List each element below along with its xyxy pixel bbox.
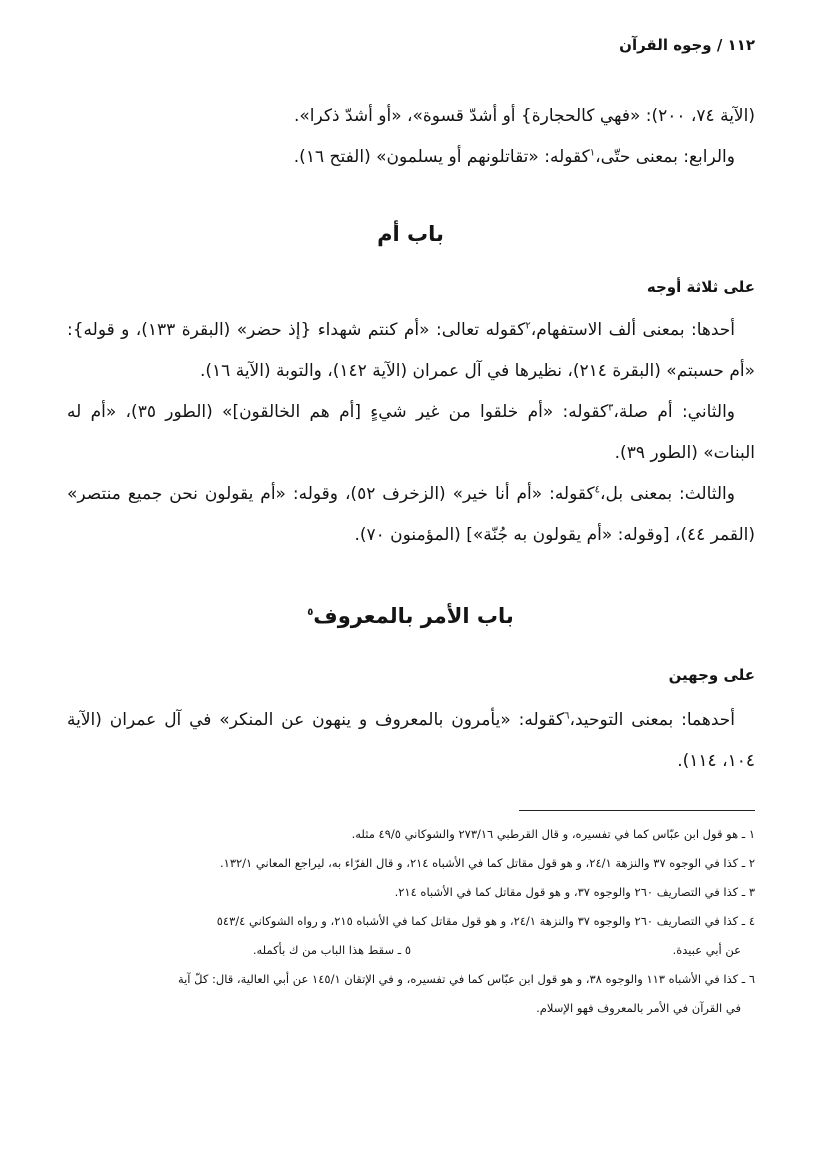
footnote-6-continuation: في القرآن في الأمر بالمعروف فهو الإسلام. [536,1001,741,1015]
paragraph-am-2: والثاني: أم صلة،$^٣$كقوله: «أم خلقوا من غير شيءٍ [أم هم الخالقون]» (الطور ٣٥)، «أم له البنات» (الطور ٣٩). [67,402,755,463]
footnote-ref-3: ٣ [608,402,614,414]
footnote-4-continuation: عن أبي عبيدة. [672,943,741,957]
paragraph-am-3: والثالث: بمعنى بل،$^٤$كقوله: «أم أنا خير» (الزخرف ٥٢)، وقوله: «أم يقولون نحن جميع منتصر» (القمر ٤٤)، [وقوله: «أم يقولون به جُنّة»] (المؤمنون ٧٠). [67,484,755,545]
footnotes [67,820,755,1023]
paragraph-am-1: أحدها: بمعنى ألف الاستفهام،$^٢$كقوله تعالى: «أم كنتم شهداء {إذ حضر» (البقرة ١٣٣)، و قوله}: «أم حسبتم» (البقرة ٢١٤)، نظيرها في آل عمران (الآية ١٤٢)، والتوبة (الآية ١٦). [67,320,755,381]
footnote-1: ١ ـ هو قول ابن عبّاس كما في تفسيره، و قال القرطبي ٢٧٣/١٦ والشوكاني ٤٩/٥ مثله. [351,827,755,841]
running-head: ١١٢ / وجوه القرآن [619,36,755,54]
section-heading-amr: باب الأمر بالمعروف$^٥$ [307,604,514,628]
section-am-body [67,310,755,556]
footnote-4-5-row [67,936,755,965]
footnote-4: ٤ ـ كذا في التصاريف ٢٦٠ والوجوه ٣٧ والنزهة ٢٤/١، و هو قول مقاتل كما في الأشباه ٢١٥، و رواه الشوكاني ٥٤٣/٤ [216,914,755,928]
footnote-3: ٣ ـ كذا في التصاريف ٢٦٠ والوجوه ٣٧، و هو قول مقاتل كما في الأشباه ٢١٤. [394,885,755,899]
footnote-ref-1: ١ [589,147,596,159]
top-text [67,96,755,178]
footnote-divider [519,810,755,811]
top-line-1: (الآية ٧٤، ٢٠٠): «فهي كالحجارة} أو أشدّ قسوة»، «أو أشدّ ذكرا». [294,106,755,126]
footnote-ref-5: ٥ [307,607,314,618]
footnote-ref-4: ٤ [594,484,600,496]
footnote-2: ٢ ـ كذا في الوجوه ٣٧ والنزهة ٢٤/١، و هو قول مقاتل كما في الأشباه ٢١٤، و قال الفرّاء به، ليراجع المعاني ١٣٢/١. [220,856,755,870]
section-heading-am: باب أم [377,222,444,246]
paragraph-amr-1: أحدهما: بمعنى التوحيد،$^٦$كقوله: «يأمرون بالمعروف و ينهون عن المنكر» في آل عمران (الآية ١٠٤، ١١٤). [67,710,755,771]
footnote-6: ٦ ـ كذا في الأشباه ١١٣ والوجوه ٣٨، و هو قول ابن عبّاس كما في تفسيره، و في الإتقان ١٤٥/١ عن أبي العالية، قال: كلّ آية [177,972,755,986]
section-amr-body [67,700,755,782]
top-line-2: والرابع: بمعنى حتّى،$^١$كقوله: «تقاتلونهم أو يسلمون» (الفتح ١٦). [293,147,735,167]
footnote-ref-6: ٦ [564,710,570,722]
footnote-5: ٥ ـ سقط هذا الباب من ك بأكمله. [252,943,411,957]
section-subheading-am: على ثلاثة أوجه [646,278,755,296]
footnote-ref-2: ٢ [525,320,531,332]
section-subheading-amr: على وجهين [668,666,755,684]
